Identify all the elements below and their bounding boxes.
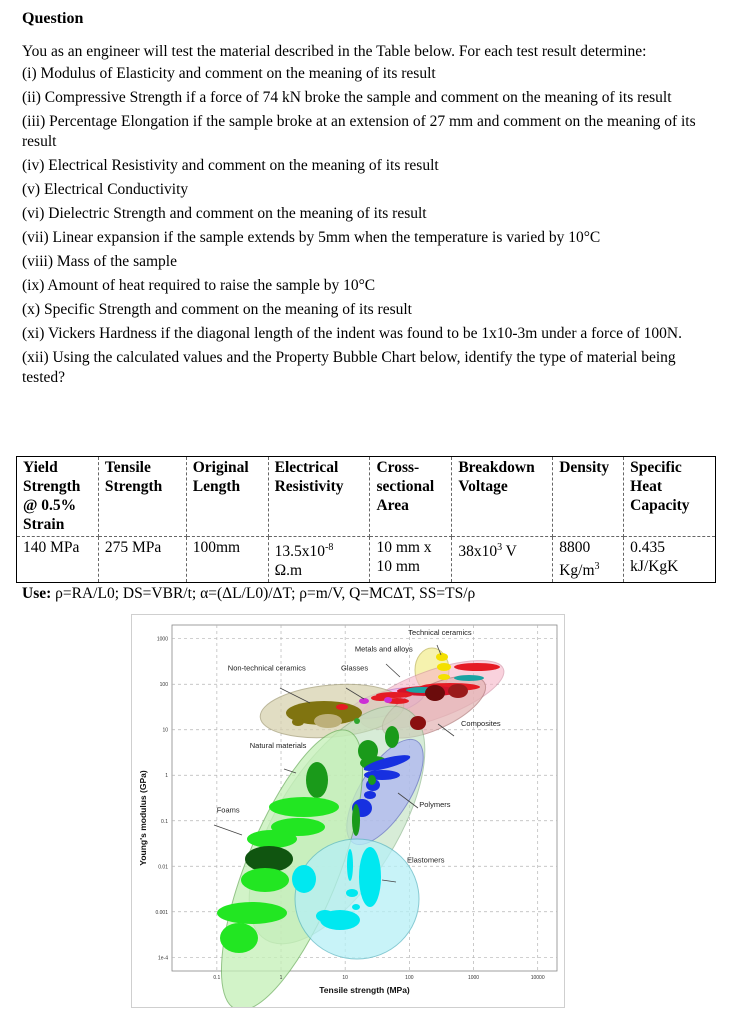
x-tick-label: 100 (405, 975, 414, 981)
material-bubble (241, 868, 289, 892)
material-bubble (352, 904, 360, 910)
question-item: (x) Specific Strength and comment on the meaning of its result (22, 301, 412, 318)
family-label-composites: Composites (461, 719, 501, 729)
family-label-natural-materials: Natural materials (249, 740, 307, 750)
question-item: (viii) Mass of the sample (22, 253, 177, 270)
material-bubble (352, 804, 360, 836)
formula-label: Use: (22, 585, 52, 602)
question-item: (iii) Percentage Elongation if the sample broke at an extension of 27 mm and comment on the meaning of its result (22, 113, 696, 150)
material-properties-table (16, 456, 716, 583)
x-tick-label: 1000 (467, 975, 480, 981)
material-bubble (269, 797, 339, 817)
family-label-elastomers: Elastomers (406, 855, 445, 865)
header-tensile-strength: Tensile Strength (98, 457, 186, 537)
material-bubble (454, 663, 500, 671)
header-specific-heat: Specific Heat Capacity (624, 457, 716, 537)
material-bubble (336, 704, 348, 710)
material-bubble (220, 923, 258, 953)
family-label-glasses: Glasses (341, 663, 369, 673)
cell-breakdown-voltage: $38x10^3$ V (452, 537, 553, 583)
y-tick-label: 0.01 (158, 864, 168, 871)
question-item: (vi) Dielectric Strength and comment on the meaning of its result (22, 205, 427, 222)
material-bubble (306, 762, 328, 798)
material-bubble (410, 716, 426, 730)
header-electrical-resistivity: Electrical Resistivity (268, 457, 370, 537)
material-bubble (359, 847, 381, 907)
property-bubble-chart (131, 614, 565, 1008)
material-bubble (368, 775, 376, 785)
y-tick-label: 10 (162, 727, 168, 734)
material-bubble (385, 726, 399, 748)
table-row (17, 537, 716, 583)
material-bubble (425, 685, 445, 701)
question-item: (i) Modulus of Elasticity and comment on the meaning of its result (22, 65, 436, 82)
y-tick-label: 0.1 (161, 818, 168, 825)
question-item: (iv) Electrical Resistivity and comment on the meaning of its result (22, 157, 439, 174)
header-breakdown-voltage: Breakdown Voltage (452, 457, 553, 537)
formula-line (22, 584, 475, 604)
material-bubble (364, 791, 376, 799)
family-label-metals-and-alloys: Metals and alloys (354, 644, 413, 654)
cell-yield-strength: 140 MPa (17, 537, 99, 583)
question-item: (vii) Linear expansion if the sample extends by 5mm when the temperature is varied by 10°C (22, 229, 601, 246)
header-original-length: Original Length (186, 457, 268, 537)
bubble-chart-svg (132, 615, 564, 1007)
material-bubble (314, 714, 342, 728)
question-item: (ix) Amount of heat required to raise the sample by 10°C (22, 277, 376, 294)
question-item: (xii) Using the calculated values and the Property Bubble Chart below, identify the type of material being tested? (22, 349, 676, 386)
material-bubble (217, 902, 287, 924)
material-bubble (292, 718, 304, 726)
material-bubble (245, 846, 293, 872)
header-density: Density (553, 457, 624, 537)
cell-tensile-strength: 275 MPa (98, 537, 186, 583)
x-tick-label: 10000 (530, 975, 545, 981)
document (22, 8, 722, 392)
formula-text: ρ=RA/L0; DS=VBR/t; α=(ΔL/L0)/ΔT; ρ=m/V, Q=MCΔT, SS=TS/ρ (51, 585, 476, 602)
question-item: (v) Electrical Conductivity (22, 181, 189, 198)
material-bubble (438, 674, 450, 680)
material-bubble (448, 684, 468, 698)
question-heading: Question (22, 10, 84, 27)
family-label-technical-ceramics: Technical ceramics (408, 628, 472, 638)
material-bubble (316, 910, 334, 922)
header-yield-strength: Yield Strength @ 0.5% Strain (17, 457, 99, 537)
cell-electrical-resistivity: $13.5x10^{-8}$ Ω.m (268, 537, 370, 583)
material-bubble (384, 697, 392, 703)
family-label-polymers: Polymers (419, 800, 451, 810)
cell-density: 8800 $Kg/m^3$ (553, 537, 624, 583)
x-axis-label: Tensile strength (MPa) (319, 985, 410, 995)
x-tick-label: 10 (342, 975, 348, 981)
header-cross-sectional-area: Cross-sectional Area (370, 457, 452, 537)
question-intro: You as an engineer will test the material described in the Table below. For each test result determine: (22, 43, 647, 60)
y-tick-label: 1000 (156, 636, 168, 643)
x-tick-label: 1 (279, 975, 283, 981)
material-bubble (454, 675, 484, 681)
y-tick-label: 1 (165, 773, 168, 780)
y-axis-label: Young's modulus (GPa) (138, 770, 148, 866)
question-item: (ii) Compressive Strength if a force of 74 kN broke the sample and comment on the meaning of its result (22, 89, 672, 106)
family-label-foams: Foams (216, 805, 240, 815)
x-tick-label: 0.1 (213, 975, 221, 981)
material-bubble (292, 865, 316, 893)
cell-cross-sectional-area: 10 mm x 10 mm (370, 537, 452, 583)
material-bubble (354, 718, 360, 724)
material-bubble (346, 889, 358, 897)
question-item: (xi) Vickers Hardness if the diagonal length of the indent was found to be 1x10-3m under a force of 100N. (22, 325, 682, 342)
cell-specific-heat: 0.435 kJ/KgK (624, 537, 716, 583)
material-bubble (347, 849, 353, 881)
material-bubble (247, 830, 297, 848)
y-tick-label: 1e-4 (157, 955, 168, 962)
y-tick-label: 0.001 (155, 909, 168, 916)
material-bubble (437, 663, 451, 671)
y-tick-label: 100 (159, 682, 168, 689)
envelope-elastomers (295, 839, 419, 959)
family-label-non-technical-ceramics: Non-technical ceramics (227, 663, 306, 673)
material-bubble (436, 653, 448, 661)
table-header-row (17, 457, 716, 537)
cell-original-length: 100mm (186, 537, 268, 583)
